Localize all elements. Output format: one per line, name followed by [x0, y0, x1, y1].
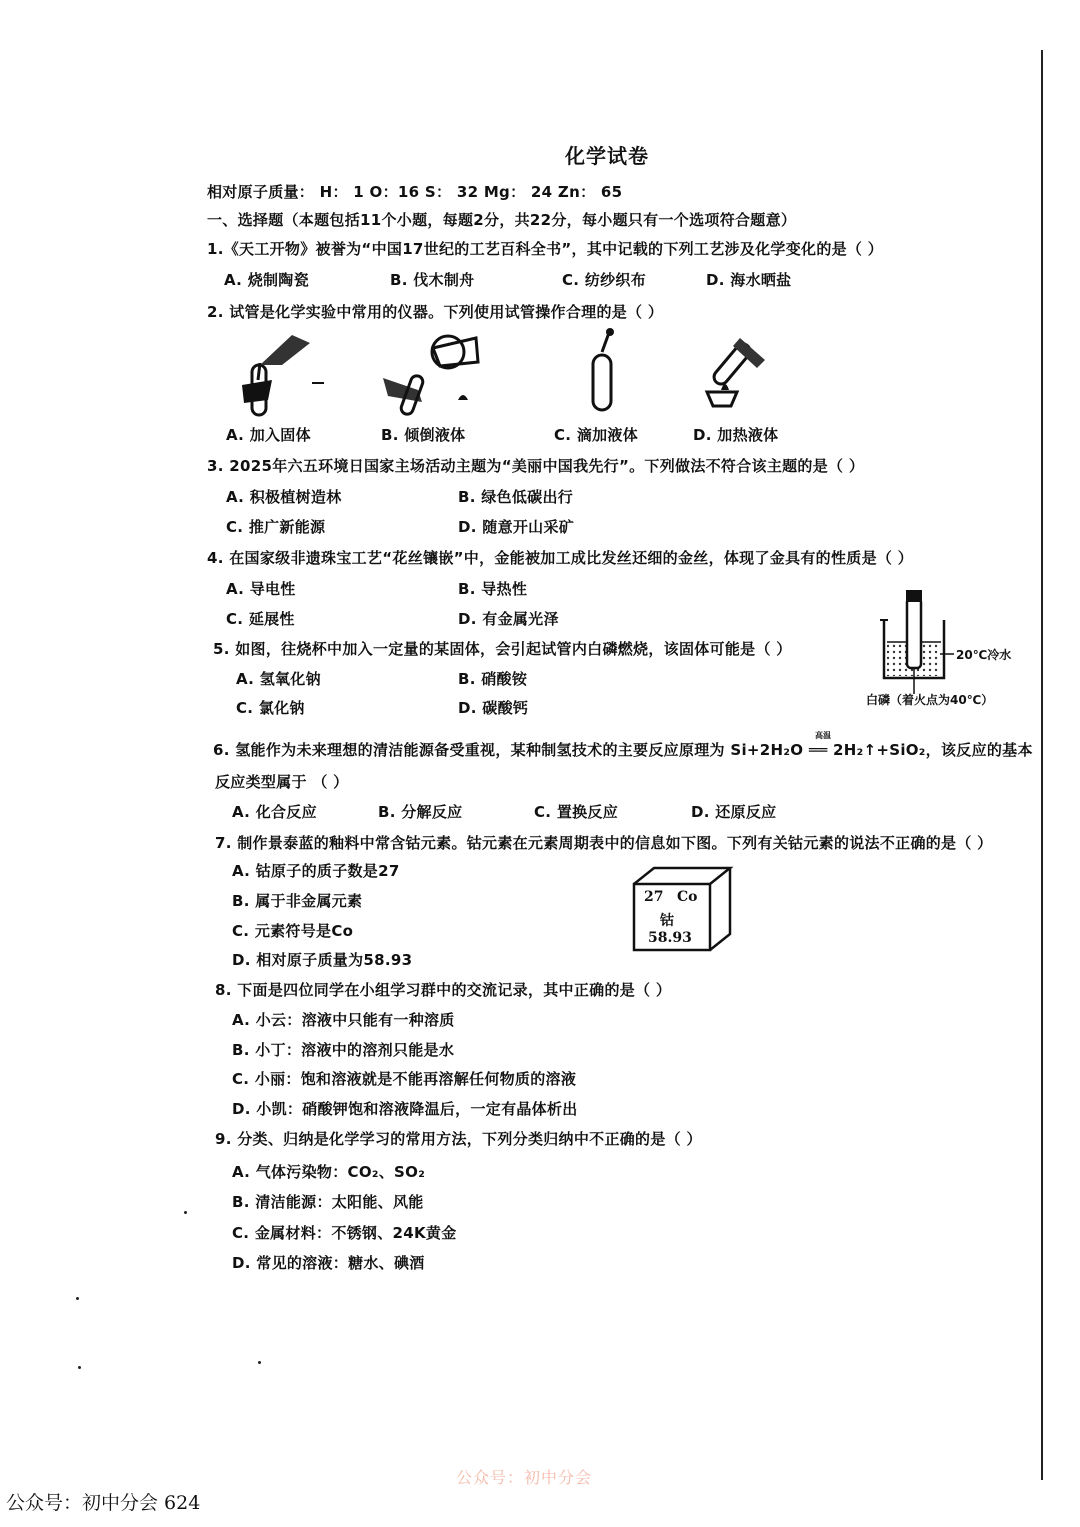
- q1-option-d: D. 海水晒盐: [706, 271, 792, 289]
- q9-option-b: B. 清洁能源：太阳能、风能: [232, 1193, 424, 1211]
- q6-stem-line2: 反应类型属于 （ ）: [215, 773, 349, 791]
- q1-stem: 1.《天工开物》被誉为“中国17世纪的工艺百科全书”，其中记载的下列工艺涉及化学变化的是（ ）: [207, 240, 884, 258]
- q4-option-a: A. 导电性: [226, 580, 296, 598]
- q5-label-water: 20℃冷水: [956, 648, 1012, 662]
- q6-option-b: B. 分解反应: [378, 803, 463, 821]
- q7-option-d: D. 相对原子质量为58.93: [232, 951, 413, 969]
- footer-label: 公众号：初中分会 624: [6, 1492, 201, 1514]
- q3-option-a: A. 积极植树造林: [226, 488, 342, 506]
- q1-option-a: A. 烧制陶瓷: [224, 271, 309, 289]
- q9-option-a: A. 气体污染物：CO₂、SO₂: [232, 1163, 426, 1181]
- q6-reaction-condition: 高温: [815, 731, 831, 740]
- q2-figure-a: [232, 325, 322, 420]
- q7-option-a: A. 钴原子的质子数是27: [232, 862, 400, 880]
- q1-option-c: C. 纺纱织布: [562, 271, 647, 289]
- scan-speck: [76, 1297, 79, 1300]
- cobalt-atomic-mass: 58.93: [648, 930, 692, 946]
- scan-speck: [78, 1366, 81, 1369]
- q5-stem: 5. 如图，往烧杯中加入一定量的某固体，会引起试管内白磷燃烧，该固体可能是（ ）: [213, 640, 792, 658]
- q6-option-a: A. 化合反应: [232, 803, 317, 821]
- scan-speck: [258, 1361, 261, 1364]
- q2-stem: 2. 试管是化学实验中常用的仪器。下列使用试管操作合理的是（ ）: [207, 303, 664, 321]
- q8-option-a: A. 小云：溶液中只能有一种溶质: [232, 1011, 455, 1029]
- q2-figure-b: [378, 330, 488, 420]
- atomic-mass-line: 相对原子质量： H： 1 O：16 S： 32 Mg： 24 Zn： 65: [207, 183, 623, 201]
- q8-option-d: D. 小凯：硝酸钾饱和溶液降温后，一定有晶体析出: [232, 1100, 578, 1118]
- q2-option-a: A. 加入固体: [226, 426, 311, 444]
- q5-option-c: C. 氯化钠: [236, 699, 305, 717]
- q8-option-b: B. 小丁：溶液中的溶剂只能是水: [232, 1041, 455, 1059]
- q7-option-c: C. 元素符号是Co: [232, 922, 354, 940]
- q2-figure-c: [585, 330, 625, 415]
- q3-option-b: B. 绿色低碳出行: [458, 488, 574, 506]
- watermark: 公众号：初中分会: [456, 1468, 593, 1487]
- q6-stem-line1: 6. 氢能作为未来理想的清洁能源备受重视，某种制氢技术的主要反应原理为 Si+2H₂O ══ 2H₂↑+SiO₂，该反应的基本: [213, 741, 1033, 759]
- q9-option-c: C. 金属材料：不锈钢、24K黄金: [232, 1224, 457, 1242]
- q5-beaker-figure: [880, 590, 950, 690]
- q4-option-d: D. 有金属光泽: [458, 610, 559, 628]
- q7-option-b: B. 属于非金属元素: [232, 892, 363, 910]
- q5-option-d: D. 碳酸钙: [458, 699, 529, 717]
- scan-speck: [184, 1211, 187, 1214]
- q4-stem: 4. 在国家级非遗珠宝工艺“花丝镶嵌”中，金能被加工成比发丝还细的金丝，体现了金具有的性质是（ ）: [207, 549, 914, 567]
- q6-option-d: D. 还原反应: [691, 803, 777, 821]
- q2-figure-d: [695, 330, 780, 415]
- q7-stem: 7. 制作景泰蓝的釉料中常含钴元素。钴元素在元素周期表中的信息如下图。下列有关钴元素的说法不正确的是（ ）: [215, 834, 993, 852]
- q6-option-c: C. 置换反应: [534, 803, 619, 821]
- cobalt-symbol: Co: [677, 889, 698, 905]
- q8-option-c: C. 小丽：饱和溶液就是不能再溶解任何物质的溶液: [232, 1070, 577, 1088]
- q3-stem: 3. 2025年六五环境日国家主场活动主题为“美丽中国我先行”。下列做法不符合该主题的是（ ）: [207, 457, 865, 475]
- q8-stem: 8. 下面是四位同学在小组学习群中的交流记录，其中正确的是（ ）: [215, 981, 672, 999]
- q5-label-phosphorus: 白磷（着火点为40℃）: [866, 693, 994, 707]
- q2-option-d: D. 加热液体: [693, 426, 779, 444]
- section-heading: 一、选择题（本题包括11个小题，每题2分，共22分，每小题只有一个选项符合题意）: [207, 211, 797, 229]
- q5-option-b: B. 硝酸铵: [458, 670, 528, 688]
- cobalt-atomic-number: 27: [644, 889, 664, 905]
- q2-option-b: B. 倾倒液体: [381, 426, 466, 444]
- q4-option-b: B. 导热性: [458, 580, 528, 598]
- page-title: 化学试卷: [565, 144, 649, 168]
- q2-option-c: C. 滴加液体: [554, 426, 639, 444]
- q4-option-c: C. 延展性: [226, 610, 295, 628]
- q3-option-c: C. 推广新能源: [226, 518, 326, 536]
- q5-option-a: A. 氢氧化钠: [236, 670, 321, 688]
- q9-option-d: D. 常见的溶液：糖水、碘酒: [232, 1254, 425, 1272]
- q1-option-b: B. 伐木制舟: [390, 271, 475, 289]
- q9-stem: 9. 分类、归纳是化学学习的常用方法，下列分类归纳中不正确的是（ ）: [215, 1130, 702, 1148]
- page-edge-line: [1041, 50, 1043, 1480]
- cobalt-name: 钴: [660, 913, 674, 929]
- q3-option-d: D. 随意开山采矿: [458, 518, 575, 536]
